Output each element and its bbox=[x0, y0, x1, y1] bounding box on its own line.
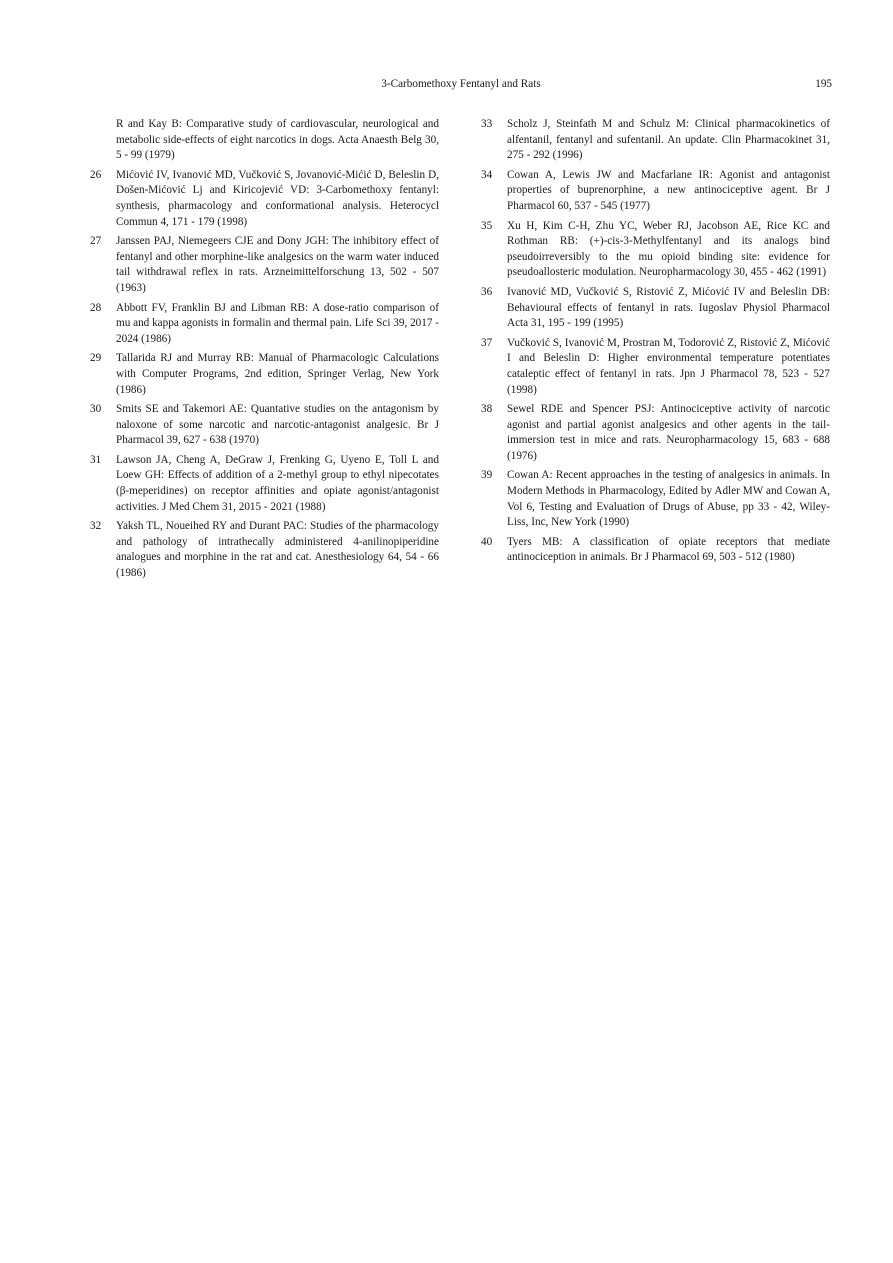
reference-item bbox=[481, 285, 830, 332]
reference-number: 36 bbox=[481, 285, 493, 298]
reference-text: Scholz J, Steinfath M and Schulz M: Clinical pharmacokinetics of alfentanil, fentanyl and sufentanil. An update. Clin Pharmacokinet 31, 275 - 292 (1996) bbox=[507, 118, 830, 162]
reference-text: Mićović IV, Ivanović MD, Vučković S, Jovanović-Mićić D, Beleslin D, Došen-Mićović Lj and Kiricojević VD: 3-Carbomethoxy fentanyl: synthesis, pharmacology and conformational analysis. Heterocycl Commun 4, 171 - 179 (1998) bbox=[116, 168, 439, 228]
reference-text: Cowan A: Recent approaches in the testing of analgesics in animals. In Modern Methods in Pharmacology, Edited by Adler MW and Cowan A, Vol 6, Testing and Evaluation of Drugs of Abuse, pp 33 - 42, Wiley-Liss, Inc, New York (1990) bbox=[507, 469, 830, 529]
reference-text: Yaksh TL, Noueihed RY and Durant PAC: Studies of the pharmacology and pathology of intrathecally administered 4-anilinopiperidine analogues and morphine in the rat and cat. Anesthesiology 64, 54 - 66 (1986) bbox=[116, 520, 439, 580]
reference-text: Tyers MB: A classification of opiate receptors that mediate antinociception in animals. Br J Pharmacol 69, 503 - 512 (1980) bbox=[507, 535, 830, 564]
reference-text: Sewel RDE and Spencer PSJ: Antinociceptive activity of narcotic agonist and partial agonist analgesics and other agents in the tail-immersion test in mice and rats. Neuropharmacology 15, 683 - 688 (1976) bbox=[507, 403, 830, 462]
reference-number: 37 bbox=[481, 336, 493, 349]
running-header bbox=[90, 78, 832, 94]
reference-text: R and Kay B: Comparative study of cardiovascular, neurological and metabolic side-effects of eight narcotics in dogs. Acta Anaesth Belg 30, 5 - 99 (1979) bbox=[116, 118, 439, 162]
references-left-column bbox=[90, 117, 439, 586]
reference-text: Cowan A, Lewis JW and Macfarlane IR: Agonist and antagonist properties of buprenorphine, a new antinociceptive agent. Br J Pharmacol 60, 537 - 545 (1977) bbox=[507, 168, 830, 212]
reference-text: Smits SE and Takemori AE: Quantative studies on the antagonism by naloxone of some narcotic and narcotic-antagonist analgesic. Br J Pharmacol 39, 627 - 638 (1970) bbox=[116, 403, 439, 447]
reference-item bbox=[481, 336, 830, 398]
reference-item bbox=[481, 168, 830, 215]
page-number: 195 bbox=[815, 78, 832, 90]
reference-item bbox=[90, 301, 439, 348]
reference-number: 39 bbox=[481, 469, 493, 482]
reference-number: 38 bbox=[481, 403, 493, 416]
reference-number: 35 bbox=[481, 219, 493, 232]
reference-number: 33 bbox=[481, 118, 493, 130]
reference-text: Tallarida RJ and Murray RB: Manual of Pharmacologic Calculations with Computer Programs, 2nd edition, Springer Verlag, New York (1986) bbox=[116, 352, 439, 396]
running-title: 3-Carbomethoxy Fentanyl and Rats bbox=[381, 78, 541, 90]
reference-number: 34 bbox=[481, 168, 493, 181]
reference-text: Abbott FV, Franklin BJ and Libman RB: A dose-ratio comparison of mu and kappa agonists in formalin and thermal pain. Life Sci 39, 2017 - 2024 (1986) bbox=[116, 301, 439, 345]
reference-item bbox=[481, 402, 830, 464]
reference-text: Lawson JA, Cheng A, DeGraw J, Frenking G, Uyeno E, Toll L and Loew GH: Effects of addition of a 2-methyl group to ethyl nipecotates (β-meperidines) on receptor affinities and opiate agonist/antagonist activities. J Med Chem 31, 2015 - 2021 (1988) bbox=[116, 453, 439, 513]
reference-text: Janssen PAJ, Niemegeers CJE and Dony JGH: The inhibitory effect of fentanyl and other morphine-like analgesics on the warm water induced tail withdrawal reflex in rats. Arzneimittelforschung 13, 502 - 507 (1963) bbox=[116, 235, 439, 294]
reference-item bbox=[90, 453, 439, 515]
reference-number: 29 bbox=[90, 352, 102, 365]
reference-item bbox=[481, 468, 830, 530]
reference-text: Ivanović MD, Vučković S, Ristović Z, Mićović IV and Beleslin DB: Behavioural effects of fentanyl in rats. Iugoslav Physiol Pharmacol Acta 31, 195 - 199 (1995) bbox=[507, 285, 830, 330]
reference-item bbox=[90, 234, 439, 296]
reference-item bbox=[90, 402, 439, 449]
reference-item bbox=[481, 117, 830, 164]
reference-item bbox=[90, 519, 439, 581]
reference-number: 31 bbox=[90, 453, 102, 466]
reference-item bbox=[481, 535, 830, 566]
reference-number: 27 bbox=[90, 235, 102, 248]
reference-number: 28 bbox=[90, 301, 102, 314]
reference-item bbox=[90, 117, 439, 164]
reference-item bbox=[90, 351, 439, 398]
reference-text: Vučković S, Ivanović M, Prostran M, Todorović Z, Ristović Z, Mićović I and Beleslin D: Higher environmental temperature potentiates cataleptic effect of fentanyl in rats. Jpn J Pharmacol 78, 523 - 527 (1998) bbox=[507, 336, 830, 396]
reference-number: 26 bbox=[90, 168, 102, 181]
reference-number: 32 bbox=[90, 520, 102, 533]
reference-item bbox=[481, 219, 830, 281]
reference-number: 40 bbox=[481, 535, 493, 548]
reference-item bbox=[90, 168, 439, 230]
reference-text: Xu H, Kim C-H, Zhu YC, Weber RJ, Jacobson AE, Rice KC and Rothman RB: (+)-cis-3-Methylfentanyl and its analogs bind pseudoirreversibly to the mu opioid binding site: evidence for pseudoallosteric modulation. Neuropharmacology 30, 455 - 462 (1991) bbox=[507, 219, 830, 279]
references-right-column bbox=[481, 117, 830, 570]
reference-number: 30 bbox=[90, 403, 102, 416]
